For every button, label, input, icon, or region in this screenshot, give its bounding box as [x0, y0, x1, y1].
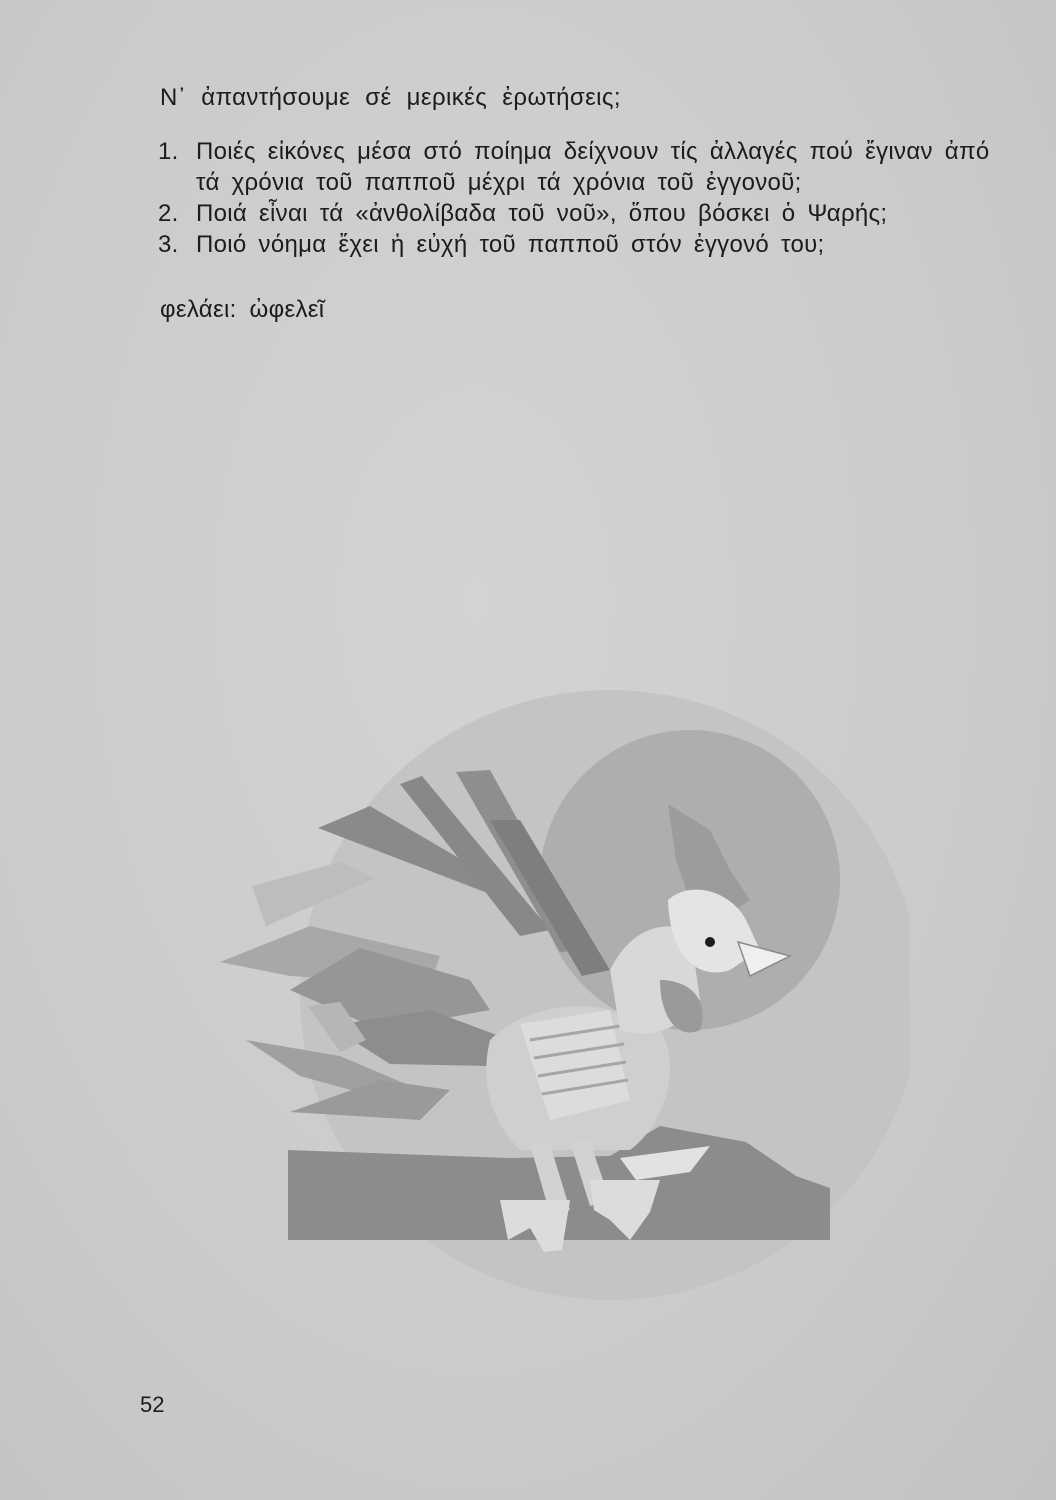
question-item — [158, 198, 1018, 229]
intro-heading: Ν᾽ ἀπαντήσουμε σέ μερικές ἐρωτήσεις; — [160, 84, 621, 111]
question-text: Ποιό νόημα ἔχει ἡ εὐχή τοῦ παπποῦ στόν ἐγγονό του; — [196, 231, 825, 258]
page-number: 52 — [140, 1392, 165, 1417]
glossary-note: φελάει: ὠφελεῖ — [160, 296, 325, 323]
rooster-eye — [705, 937, 715, 947]
question-item — [158, 136, 1018, 198]
rooster-illustration — [190, 680, 910, 1320]
question-number: 3. — [158, 231, 179, 258]
question-number: 2. — [158, 200, 179, 227]
question-text: Ποιά εἶναι τά «ἀνθολίβαδα τοῦ νοῦ», ὅπου βόσκει ὁ Ψαρής; — [196, 200, 888, 227]
question-text: Ποιές εἰκόνες μέσα στό ποίημα δείχνουν τίς ἀλλαγές πού ἔγιναν ἀπό τά χρόνια τοῦ παπποῦ μέχρι τά χρόνια τοῦ ἐγγονοῦ; — [196, 138, 990, 196]
question-list — [158, 136, 1018, 260]
question-number: 1. — [158, 138, 179, 165]
question-item — [158, 229, 1018, 260]
